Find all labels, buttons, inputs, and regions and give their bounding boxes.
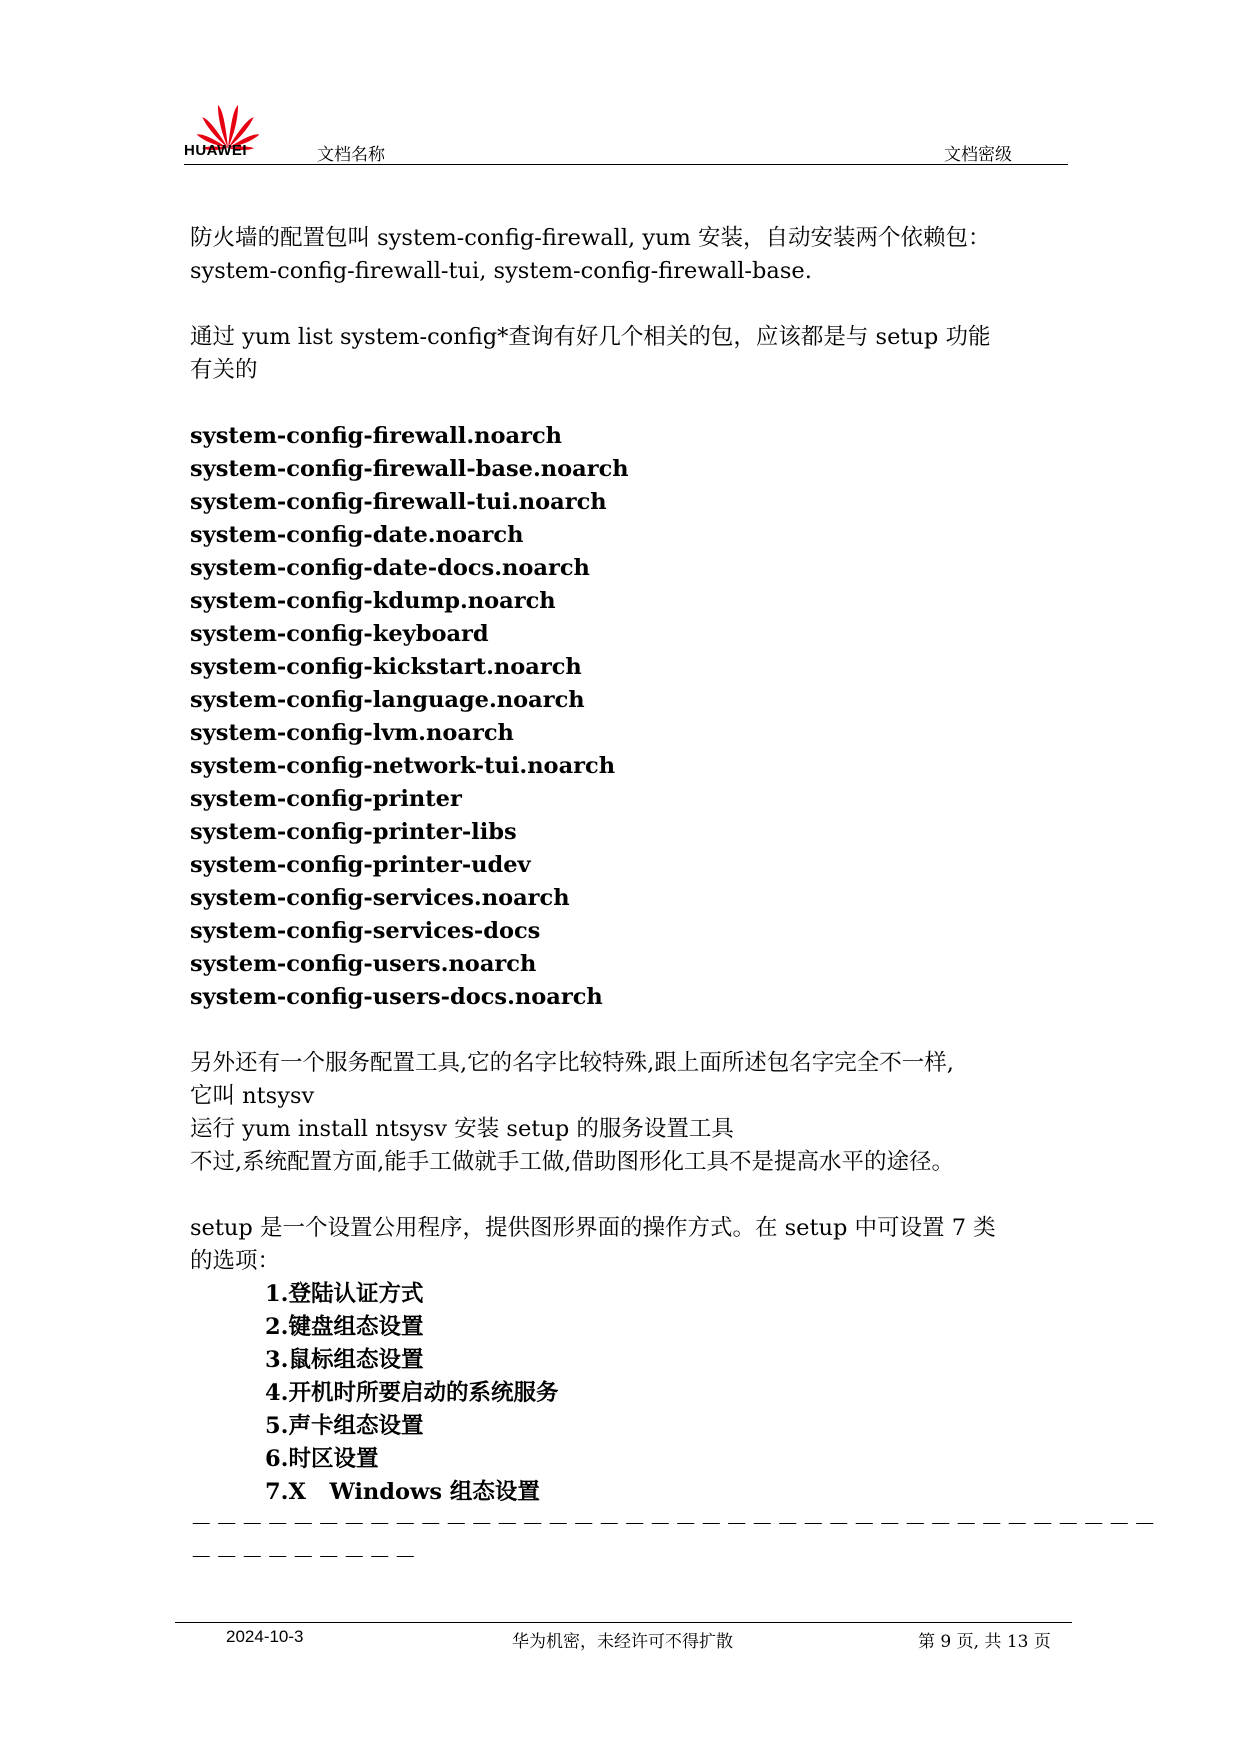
setup-option: 6.时区设置 [265,1446,379,1472]
setup-option: 3.鼠标组态设置 [265,1347,424,1373]
dash-separator: －－－－－－－－－－－－－－－－－－－－－－－－－－－－－－－－－－－－－－ [190,1512,1160,1538]
footer-date: 2024-10-3 [226,1627,304,1646]
ntsysv-line: 不过,系统配置方面,能手工做就手工做,借助图形化工具不是提高水平的途径。 [190,1149,954,1175]
setup-line: 的选项： [190,1248,281,1274]
setup-line: setup 是一个设置公用程序，提供图形界面的操作方式。在 setup 中可设置 7 类 [190,1215,996,1241]
package-item: system-config-date-docs.noarch [190,555,590,581]
package-item: system-config-services-docs [190,918,541,944]
package-item: system-config-firewall-base.noarch [190,456,629,482]
intro-line: 防火墙的配置包叫 system-config-firewall, yum 安装，自动安装两个依赖包： [190,225,991,251]
package-item: system-config-firewall.noarch [190,423,563,449]
query-line: 通过 yum list system-config*查询有好几个相关的包，应该都是与 setup 功能 [190,324,991,350]
package-item: system-config-printer-udev [190,852,531,878]
ntsysv-line: 另外还有一个服务配置工具,它的名字比较特殊,跟上面所述包名字完全不一样, [190,1050,954,1076]
setup-option: 4.开机时所要启动的系统服务 [265,1380,559,1406]
package-item: system-config-date.noarch [190,522,524,548]
ntsysv-line: 运行 yum install ntsysv 安装 setup 的服务设置工具 [190,1116,734,1142]
header-divider [184,164,1068,165]
intro-line: system-config-firewall-tui, system-config-firewall-base. [190,258,812,284]
package-item: system-config-language.noarch [190,687,585,713]
page-header [184,84,1068,166]
package-item: system-config-lvm.noarch [190,720,514,746]
package-list [190,420,1070,1014]
document-classification: 文档密级 [944,145,1012,165]
package-item: system-config-printer-libs [190,819,517,845]
footer-confidential: 华为机密，未经许可不得扩散 [512,1632,733,1652]
setup-option: 5.声卡组态设置 [265,1413,424,1439]
dash-separator: －－－－－－－－－ [190,1545,420,1571]
package-item: system-config-services.noarch [190,885,570,911]
footer-page-number: 第 9 页, 共 13 页 [918,1632,1051,1652]
setup-option: 7.X Windows 组态设置 [265,1479,540,1505]
package-item: system-config-network-tui.noarch [190,753,616,779]
setup-options-list [190,1278,1070,1509]
package-item: system-config-users-docs.noarch [190,984,603,1010]
document-name: 文档名称 [317,145,385,165]
package-item: system-config-users.noarch [190,951,537,977]
ntsysv-line: 它叫 ntsysv [190,1083,315,1109]
package-item: system-config-firewall-tui.noarch [190,489,607,515]
package-item: system-config-keyboard [190,621,489,647]
package-item: system-config-printer [190,786,462,812]
package-item: system-config-kickstart.noarch [190,654,582,680]
logo-text: HUAWEI [184,142,247,159]
setup-option: 1.登陆认证方式 [265,1281,424,1307]
footer-divider [175,1622,1072,1623]
setup-option: 2.键盘组态设置 [265,1314,424,1340]
document-body [190,222,1160,1575]
query-line: 有关的 [190,357,258,383]
package-item: system-config-kdump.noarch [190,588,556,614]
